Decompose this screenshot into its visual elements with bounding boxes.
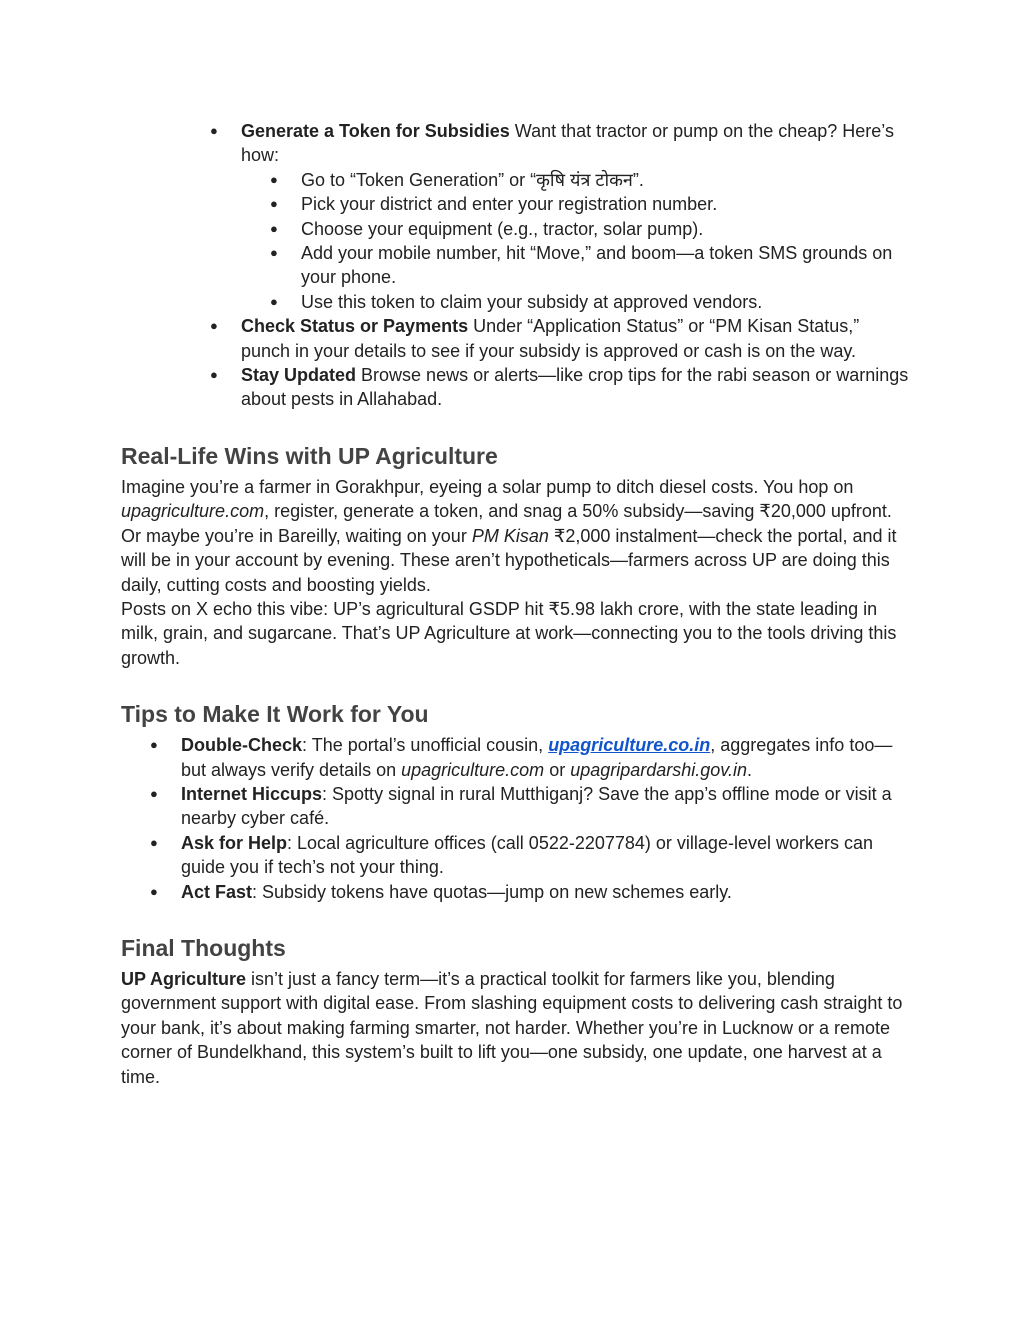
section-heading-tips: Tips to Make It Work for You: [121, 701, 429, 728]
text-run: .: [746, 759, 752, 780]
text-run: isn’t just a fancy term—it’s a practical toolkit for farmers like you, blending government support with digital ease. From slashing equipment costs to delivering cash straight to your bank, it’s about making farming smarter, not harder. Whether you’re in Lucknow or a remote corner of Bundelkhand, this system’s built to lift you—one subsidy, one update, one harvest at a time.: [121, 968, 903, 1087]
step-title: Stay Updated: [241, 365, 357, 386]
text-run: , aggregates info too—but always verify details on: [181, 735, 893, 780]
list-item: ● Choose your equipment (e.g., tractor, solar pump).: [301, 217, 911, 241]
section-heading-wins: Real-Life Wins with UP Agriculture: [121, 442, 498, 469]
tip-title: Act Fast: [181, 881, 253, 902]
list-item: [241, 314, 911, 363]
list-item: [181, 782, 911, 831]
list-item: [241, 363, 911, 412]
list-item: [181, 831, 911, 880]
step-text: Under “Application Status” or “PM Kisan Status,” punch in your details to see if your subsidy is approved or cash is on the way.: [241, 316, 860, 361]
lead-term: UP Agriculture: [121, 968, 247, 989]
steps-list: [121, 119, 911, 412]
section-heading-final: Final Thoughts: [121, 934, 286, 961]
site-name: upagriculture.com: [401, 759, 545, 780]
text-run: ₹2,000 instalment—check the portal, and it will be in your account by evening. These aren’t hypotheticals—farmers across UP are doing this daily, cutting costs and boosting yields.: [121, 525, 897, 595]
text-run: : Local agriculture offices (call 0522-2207784) or village-level workers can guide you if tech’s not your thing.: [181, 832, 873, 878]
list-item: ● Use this token to claim your subsidy at approved vendors.: [301, 290, 911, 314]
text-run: or: [544, 759, 571, 780]
list-item: ● Add your mobile number, hit “Move,” and boom—a token SMS grounds on your phone.: [301, 241, 911, 290]
paragraph: [121, 475, 911, 597]
text-run: , register, generate a token, and snag a 50% subsidy—saving ₹20,000 upfront. Or maybe you’re in Bareilly, waiting on your: [121, 501, 892, 546]
portal-link[interactable]: upagriculture.co.in: [548, 735, 711, 756]
site-name: upagripardarshi.gov.in: [570, 759, 747, 780]
text-run: Imagine you’re a farmer in Gorakhpur, eyeing a solar pump to ditch diesel costs. You hop on: [121, 476, 854, 497]
tip-title: Ask for Help: [181, 832, 288, 853]
step-text: Want that tractor or pump on the cheap? Here’s how:: [241, 121, 894, 166]
step-title: Check Status or Payments: [241, 316, 469, 337]
substeps-list: [241, 168, 911, 314]
document-page: [121, 119, 911, 1089]
list-item: [181, 880, 911, 904]
list-item: [181, 733, 911, 782]
site-name: upagriculture.com: [121, 501, 265, 522]
list-item: [241, 119, 911, 314]
tips-list: [121, 733, 911, 904]
paragraph: Posts on X echo this vibe: UP’s agricultural GSDP hit ₹5.98 lakh crore, with the state leading in milk, grain, and sugarcane. That’s UP Agriculture at work—connecting you to the tools driving this growth.: [121, 598, 897, 668]
text-run: : Subsidy tokens have quotas—jump on new schemes early.: [252, 881, 732, 902]
tip-title: Internet Hiccups: [181, 783, 323, 804]
paragraph: [121, 967, 911, 1089]
step-title: Generate a Token for Subsidies: [241, 121, 510, 141]
scheme-name: PM Kisan: [471, 525, 549, 546]
step-text: Browse news or alerts—like crop tips for the rabi season or warnings about pests in Allahabad.: [241, 365, 909, 410]
list-item: ● Pick your district and enter your registration number.: [301, 192, 911, 216]
text-run: : The portal’s unofficial cousin,: [302, 735, 549, 756]
text-run: : Spotty signal in rural Mutthiganj? Save the app’s offline mode or visit a nearby cyber café.: [181, 783, 892, 829]
list-item: ● Go to “Token Generation” or “कृषि यंत्र टोकन”.: [301, 168, 911, 192]
tip-title: Double-Check: [181, 735, 303, 756]
